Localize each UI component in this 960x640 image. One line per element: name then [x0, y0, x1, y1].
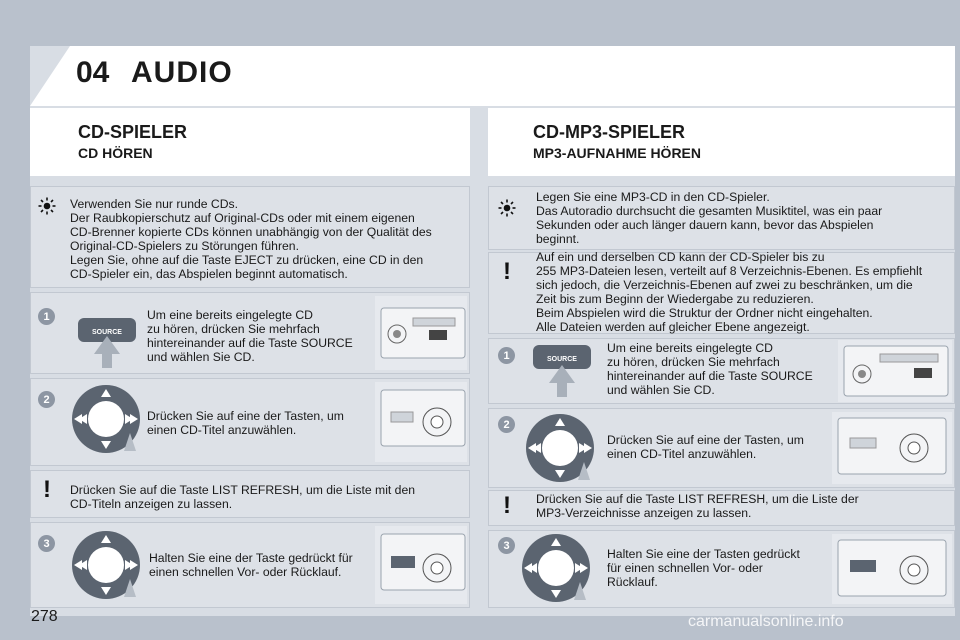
- radio-panel-thumbnail: [838, 340, 952, 402]
- source-button-icon: [76, 314, 138, 370]
- info-line: Verwenden Sie nur runde CDs.: [70, 197, 239, 211]
- arrow-pad-icon: [518, 530, 594, 606]
- step-number-badge: 1: [38, 308, 55, 325]
- info-line: Sekunden oder auch länger dauern kann, bevor das Abspielen: [536, 218, 874, 232]
- source-button-label: SOURCE: [547, 356, 577, 363]
- step-line: hintereinander auf die Taste SOURCE: [147, 336, 353, 350]
- sun-icon: [498, 199, 516, 217]
- right-section-title: CD-MP3-SPIELER: [533, 122, 686, 142]
- right-warning2-text: [536, 492, 859, 520]
- left-step3-text: [149, 551, 353, 579]
- right-info-text: [536, 190, 882, 246]
- left-step1-text: [147, 308, 353, 364]
- left-step2-text: [147, 409, 344, 437]
- radio-panel-thumbnail: [375, 296, 467, 370]
- right-section-subtitle: MP3-AUFNAHME HÖREN: [533, 145, 701, 161]
- arrow-pad-icon: [68, 527, 144, 603]
- arrow-pad-icon: [522, 410, 598, 486]
- step-line: einen CD-Titel anzuwählen.: [607, 447, 757, 461]
- step-line: Halten Sie eine der Tasten gedrückt: [607, 547, 800, 561]
- arrow-pad-icon: [68, 381, 144, 457]
- step-line: Halten Sie eine der Taste gedrückt für: [149, 551, 353, 565]
- warning-line: Auf ein und derselben CD kann der CD-Spieler bis zu: [536, 250, 825, 264]
- exclamation-icon: !: [43, 476, 51, 503]
- step-line: für einen schnellen Vor- oder: [607, 561, 763, 575]
- left-section-subtitle: CD HÖREN: [78, 145, 153, 161]
- step-line: und wählen Sie CD.: [147, 350, 255, 364]
- radio-panel-thumbnail: [375, 382, 467, 462]
- chapter-title: AUDIO: [131, 56, 233, 89]
- step-line: Rücklauf.: [607, 575, 658, 589]
- step-line: zu hören, drücken Sie mehrfach: [607, 355, 780, 369]
- step-line: einen schnellen Vor- oder Rücklauf.: [149, 565, 342, 579]
- exclamation-icon: !: [503, 258, 511, 285]
- warning-line: sich jedoch, die Verzeichnis-Ebenen auf zwei zu beschränken, um die: [536, 278, 913, 292]
- step-line: Um eine bereits eingelegte CD: [147, 308, 313, 322]
- info-line: CD-Spieler ein, das Abspielen beginnt automatisch.: [70, 267, 348, 281]
- info-line: beginnt.: [536, 232, 580, 246]
- step-line: Um eine bereits eingelegte CD: [607, 341, 773, 355]
- step-line: Drücken Sie auf eine der Tasten, um: [607, 433, 804, 447]
- sun-icon: [38, 197, 56, 215]
- info-line: Legen Sie eine MP3-CD in den CD-Spieler.: [536, 190, 770, 204]
- radio-panel-thumbnail: [375, 526, 467, 604]
- step-number-badge: 3: [38, 535, 55, 552]
- info-line: Original-CD-Spielers zu Störungen führen.: [70, 239, 299, 253]
- step-number-badge: 2: [38, 391, 55, 408]
- step-line: Drücken Sie auf eine der Tasten, um: [147, 409, 344, 423]
- info-line: Legen Sie, ohne auf die Taste EJECT zu drücken, eine CD in den: [70, 253, 424, 267]
- exclamation-icon: !: [503, 492, 511, 519]
- info-line: CD-Brenner kopierte CDs können unabhängig von der Qualität des: [70, 225, 432, 239]
- warning-line: Drücken Sie auf die Taste LIST REFRESH, um die Liste mit den: [70, 483, 416, 497]
- info-line: Das Autoradio durchsucht die gesamten Musiktitel, was ein paar: [536, 204, 883, 218]
- step-line: und wählen Sie CD.: [607, 383, 715, 397]
- left-warning-text: [70, 483, 415, 511]
- right-step2-text: [607, 433, 804, 461]
- page-number: 278: [31, 608, 58, 625]
- info-line: Der Raubkopierschutz auf Original-CDs oder mit einem eigenen: [70, 211, 415, 225]
- radio-panel-thumbnail: [832, 534, 952, 604]
- radio-panel-thumbnail: [832, 412, 952, 484]
- right-step3-text: [607, 547, 800, 589]
- step-number-badge: 2: [498, 416, 515, 433]
- step-line: hintereinander auf die Taste SOURCE: [607, 369, 813, 383]
- left-section-title: CD-SPIELER: [78, 122, 188, 142]
- warning-line: CD-Titeln anzeigen zu lassen.: [70, 497, 233, 511]
- warning-line: MP3-Verzeichnisse anzeigen zu lassen.: [536, 506, 752, 520]
- step-number-badge: 1: [498, 347, 515, 364]
- right-warning1-text: [536, 250, 922, 334]
- step-line: zu hören, drücken Sie mehrfach: [147, 322, 320, 336]
- left-info-text: [70, 197, 432, 281]
- warning-line: Alle Dateien werden auf gleicher Ebene angezeigt.: [536, 320, 810, 334]
- warning-line: Beim Abspielen wird die Struktur der Ordner nicht eingehalten.: [536, 306, 873, 320]
- warning-line: 255 MP3-Dateien lesen, verteilt auf 8 Verzeichnis-Ebenen. Es empfiehlt: [536, 264, 923, 278]
- step-line: einen CD-Titel anzuwählen.: [147, 423, 297, 437]
- chapter-number: 04: [76, 56, 110, 89]
- source-button-label: SOURCE: [92, 329, 122, 336]
- warning-line: Zeit bis zum Beginn der Wiedergabe zu reduzieren.: [536, 292, 814, 306]
- warning-line: Drücken Sie auf die Taste LIST REFRESH, um die Liste der: [536, 492, 859, 506]
- watermark: carmanualsonline.info: [688, 613, 844, 630]
- step-number-badge: 3: [498, 537, 515, 554]
- right-step1-text: [607, 341, 813, 397]
- source-button-icon: [531, 343, 593, 399]
